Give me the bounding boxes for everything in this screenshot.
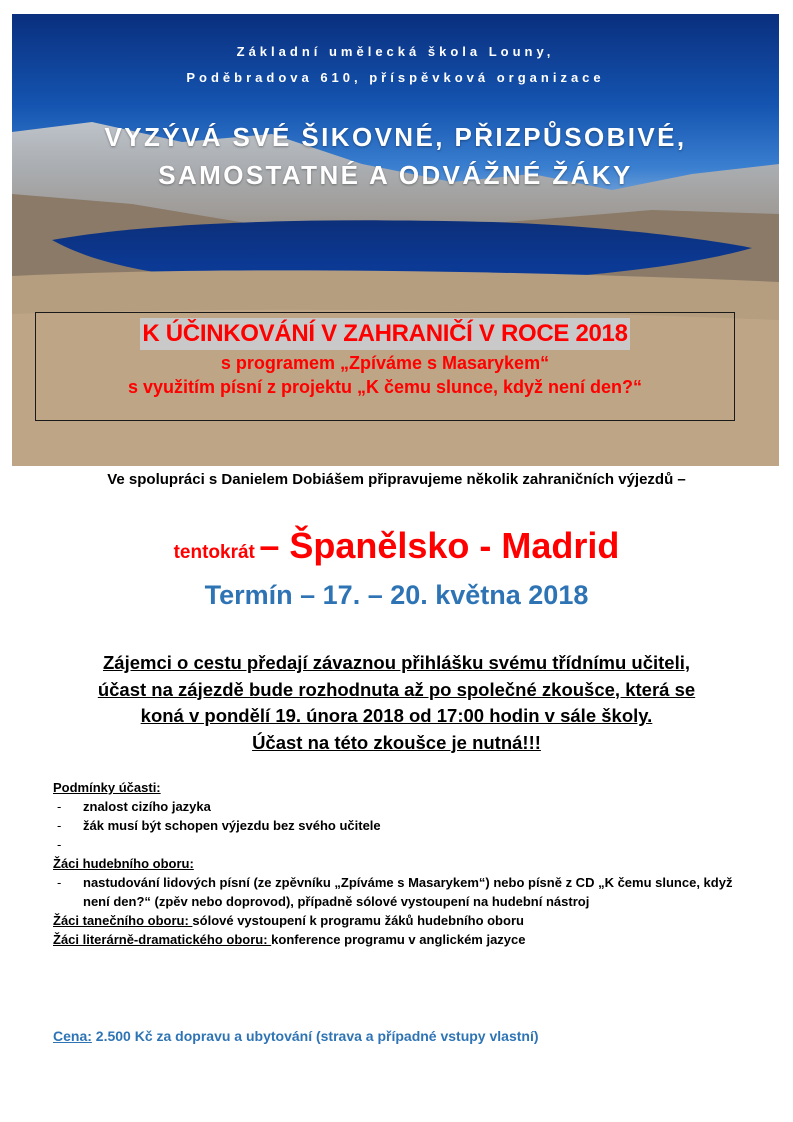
project-line: s využitím písní z projektu „K čemu slunce, když není den?“ <box>127 377 643 397</box>
notice-line1: Zájemci o cestu předají závaznou přihlášku svému třídnímu učiteli, <box>102 652 691 673</box>
price-line <box>53 1028 539 1044</box>
dance-requirement: Žáci tanečního oboru: sólové vystoupení k programu žáků hudebního oboru <box>53 913 524 928</box>
program-line: s programem „Zpíváme s Masarykem“ <box>220 353 550 373</box>
conditions-heading: Podmínky účasti: <box>53 780 161 795</box>
notice-line2: účast na zájezdě bude rozhodnuta až po společné zkoušce, která se <box>97 678 696 700</box>
drama-requirement: Žáci literárně-dramatického oboru: konference programu v anglickém jazyce <box>53 932 526 947</box>
school-name-line1: Základní umělecká škola Louny, <box>236 44 555 59</box>
destination-heading <box>0 525 793 567</box>
event-banner-box <box>35 312 735 421</box>
destination-place: – Španělsko - Madrid <box>259 525 620 566</box>
price-text: 2.500 Kč za dopravu a ubytování (strava a případné vstupy vlastní) <box>91 1028 539 1044</box>
school-address-line2: Poděbradova 610, příspěvková organizace <box>186 70 605 85</box>
notice-line3: koná v pondělí 19. února 2018 od 17:00 hodin v sále školy. <box>140 705 653 726</box>
headline-line2: SAMOSTATNÉ A ODVÁŽNÉ ŽÁKY <box>158 160 633 190</box>
list-item: - znalost cizího jazyka <box>57 799 211 814</box>
headline-line1: VYZÝVÁ SVÉ ŠIKOVNÉ, PŘIZPŮSOBIVÉ, <box>104 122 687 152</box>
cooperation-text: Ve spolupráci s Danielem Dobiášem připravujeme několik zahraničních výjezdů – <box>107 471 686 488</box>
music-requirement: - nastudování lidových písní (ze zpěvníku „Zpíváme s Masarykem“) nebo písně z CD „K čemu slunce, když není den?“ (zpěv nebo doprovod), případně sólové vystoupení na hudební nástroj <box>57 875 733 909</box>
notice-line4: Účast na této zkoušce je nutná!!! <box>252 731 541 753</box>
list-item: - žák musí být schopen výjezdu bez svého učitele <box>57 818 381 833</box>
drama-label: Žáci literárně-dramatického oboru: <box>53 932 272 947</box>
conditions-section <box>53 778 753 949</box>
term-dates: Termín – 17. – 20. května 2018 <box>204 580 589 610</box>
music-heading: Žáci hudebního oboru: <box>53 856 194 871</box>
event-title: K ÚČINKOVÁNÍ V ZAHRANIČÍ V ROCE 2018 <box>140 318 629 350</box>
list-item-empty: - <box>57 837 62 852</box>
application-notice <box>40 650 753 756</box>
destination-prefix: tentokrát <box>173 542 255 563</box>
price-label: Cena: <box>53 1028 92 1044</box>
dance-label: Žáci tanečního oboru: <box>53 913 193 928</box>
